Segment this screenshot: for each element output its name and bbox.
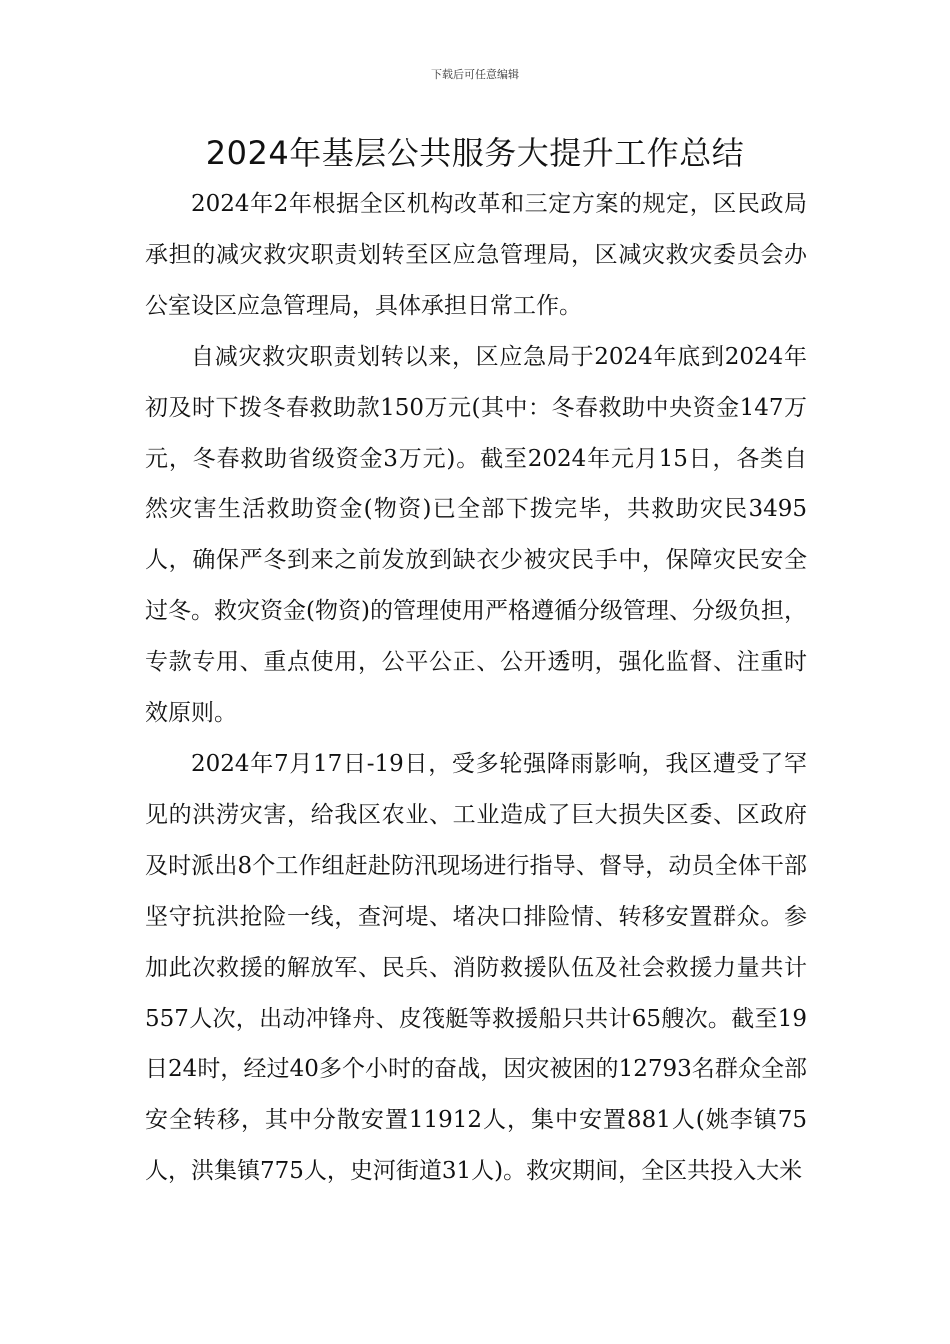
document-body xyxy=(145,179,807,1197)
paragraph-3: 2024年7月17日-19日，受多轮强降雨影响，我区遭受了罕见的洪涝灾害，给我区农业、工业造成了巨大损失区委、区政府及时派出8个工作组赶赴防汛现场进行指导、督导，动员全体干部坚守抗洪抢险一线，查河堤、堵决口排险情、转移安置群众。参加此次救援的解放军、民兵、消防救援队伍及社会救援力量共计557人次，出动冲锋舟、皮筏艇等救援船只共计65艘次。截至19日24时，经过40多个小时的奋战，因灾被困的12793名群众全部安全转移，其中分散安置11912人，集中安置881人(姚李镇75人，洪集镇775人，史河街道31人)。救灾期间，全区共投入大米 xyxy=(145,750,807,1185)
paragraph-2: 自减灾救灾职责划转以来，区应急局于2024年底到2024年初及时下拨冬春救助款150万元(其中：冬春救助中央资金147万元，冬春救助省级资金3万元)。截至2024年元月15日，各类自然灾害生活救助资金(物资)已全部下拨完毕，共救助灾民3495人，确保严冬到来之前发放到缺衣少被灾民手中，保障灾民安全过冬。救灾资金(物资)的管理使用严格遵循分级管理、分级负担，专款专用、重点使用，公平公正、公开透明，强化监督、注重时效原则。 xyxy=(145,343,807,727)
paragraph-1: 2024年2年根据全区机构改革和三定方案的规定，区民政局承担的减灾救灾职责划转至区应急管理局，区减灾救灾委员会办公室设区应急管理局，具体承担日常工作。 xyxy=(145,191,807,319)
document-title: 2024年基层公共服务大提升工作总结 xyxy=(205,134,745,172)
header-note: 下载后可任意编辑 xyxy=(431,68,519,81)
